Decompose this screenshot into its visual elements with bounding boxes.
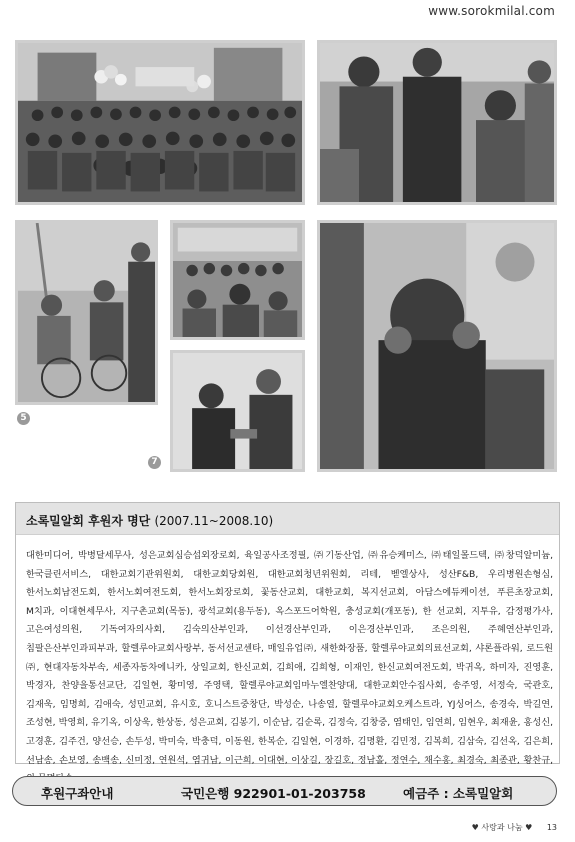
sponsor-names: 대한미디어, 박병달세무사, 성은교회심승섭외장로회, 육일공사조정필, ㈜기동산업, ㈜유승케미스, ㈜태일몰드텍, ㈜창덕알미늄, 한국클린서비스, 대한교회기관위원회, 대한교회당회원, 대한교회청년위원회, 리테, 벧엘상사, 성산F&B, 우리병원손형심, 한서노회남전도회, 한서노회여전도회, 한서노회장로회, 꽃동산교회, 대한교회, 복지선교회, 아담스에듀케이션, 푸른초장교회, M치과, 이대현세무사, 지구촌교회(목동), 광석교회(용두동), 옥스포드어학원, 충성교회(개포동), 한 선교회, 지투유, 감정평가사, 고은여성의원, 기독여자의사회, 김숙의산부인과, 이선경산부인과, 이은경산부인과, 조은의원, 주혜연산부인과, 침팔은산부인과피부과, 할렐루야교회사랑부, 동서선교센타, 매일유업㈜, 새한화장품, 할렐루야교회의료선교회, 샤론플라워, 로드원㈜, 현대자동차부속, 세종자동차에니카, 상일교회, 한신교회, 김희애, 김희형, 이재인, 한신교회여전도회, 박귀옥, 하미자, 진영훈, 박경자, 찬양을통선교단, 김일현, 황미영, 주영택, 할렐루야교회임마누엘찬양대, 대한교회안수집사회, 송주영, 서정숙, 국관호, 김재욱, 임명희, 김애숙, 성민교회, 유시호, 호니스트중창단, 박성순, 나송열, 할렐루야교회오케스트라, YJ싱어스, 송경숙, 박길연, 조성현, 박영희, 유기옥, 이상욱, 한상동, 성은교회, 김봉기, 이순남, 김순록, 김정숙, 김창중, 염태인, 임연희, 임현우, 최재윤, 홍성신, 고경훈, 김주건, 양선승, 손두성, 박미숙, 박충덕, 이동원, 한복순, 김일현, 이경하, 김명환, 김민정, 김복희, 김삼숙, 김선옥, 김은희, 선남송, 손보영, 송백송, 신미정, 연원석, 염귀남, 이근희, 이대현, 이상길, 장길호, 정남홀, 정연수, 채수홍, 최경숙, 최종관, 황찬규, xyxy=(26,550,553,766)
website-url: www.sorokmilal.com xyxy=(428,4,555,18)
resident-closeup-photo xyxy=(317,220,557,472)
account-holder: 예금주 : 소록밀알회 xyxy=(403,786,514,801)
greeting-photo xyxy=(170,350,305,472)
page-footer xyxy=(472,822,557,833)
account-label: 후원구좌안내 xyxy=(41,786,114,801)
sponsor-period: (2007.11~2008.10) xyxy=(154,514,274,528)
heart-icon: ♥ xyxy=(471,823,479,832)
bank-account-number: 국민은행 922901-01-203758 xyxy=(181,786,366,801)
photo-number-five: 5 xyxy=(17,412,30,425)
footer-text: 사랑과 나눔 xyxy=(481,823,523,832)
heart-icon: ♥ xyxy=(525,823,533,832)
photo-number-seven: 7 xyxy=(148,456,161,469)
wheelchair-photo xyxy=(15,220,158,405)
sponsor-list-title xyxy=(26,512,273,529)
group-photo xyxy=(15,40,305,205)
elders-seated-photo xyxy=(170,220,305,340)
sponsor-list-header xyxy=(16,503,559,535)
donation-account-bar xyxy=(12,776,557,806)
gathering-photo xyxy=(317,40,557,205)
sponsor-title-text: 소록밀알회 후원자 명단 xyxy=(26,514,151,528)
sponsor-list-box xyxy=(15,502,560,764)
page-number: 13 xyxy=(546,823,557,832)
